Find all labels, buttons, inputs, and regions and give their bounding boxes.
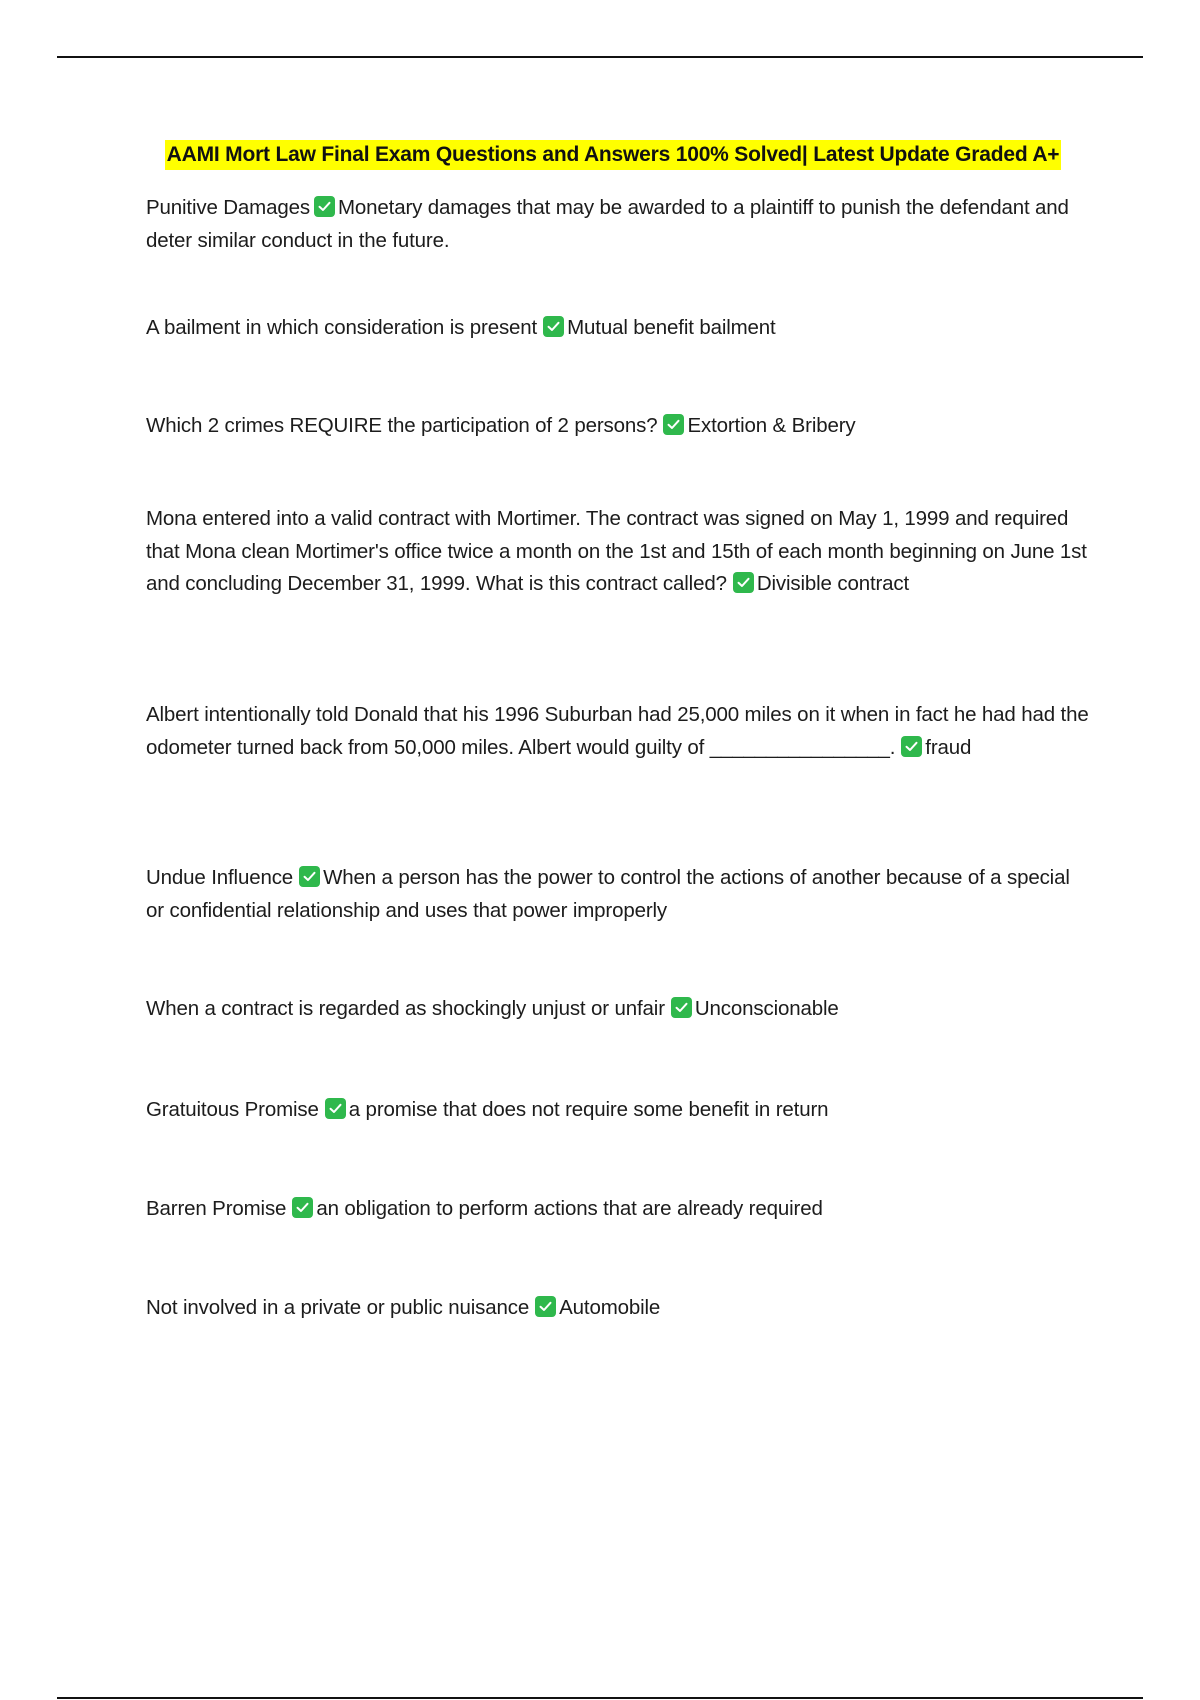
check-mark-icon xyxy=(543,316,564,337)
qa-question: Mona entered into a valid contract with Mortimer. The contract was signed on May 1, 1999 and required that Mona clean Mortimer's office twice a month on the 1st and 15th of each month beginning on June 1st and concluding December 31, 1999. What is this contract called? xyxy=(146,507,1087,595)
qa-answer: Automobile xyxy=(559,1296,661,1319)
qa-item xyxy=(146,1193,1092,1226)
qa-answer: Extortion & Bribery xyxy=(687,414,856,437)
qa-answer: Divisible contract xyxy=(756,572,910,595)
qa-item xyxy=(146,993,1092,1026)
qa-answer: When a person has the power to control the actions of another because of a special or confidential relationship and uses that power improperly xyxy=(146,866,1070,922)
qa-item xyxy=(146,1094,1092,1127)
qa-item xyxy=(146,410,1092,443)
qa-item xyxy=(146,192,1092,257)
footer-rule xyxy=(57,1697,1143,1699)
check-mark-icon xyxy=(733,572,754,593)
check-mark-icon xyxy=(314,196,335,217)
document-body xyxy=(146,140,1092,1319)
check-mark-icon xyxy=(663,414,684,435)
check-mark-icon xyxy=(292,1197,313,1218)
qa-question: Punitive Damages xyxy=(146,196,310,219)
qa-question: Albert intentionally told Donald that his 1996 Suburban had 25,000 miles on it when in fact he had had the odometer turned back from 50,000 miles. Albert would guilty of ________________. xyxy=(146,703,1089,759)
check-mark-icon xyxy=(535,1296,556,1317)
qa-item xyxy=(146,503,1092,601)
qa-answer: Mutual benefit bailment xyxy=(567,316,776,339)
check-mark-icon xyxy=(299,866,320,887)
check-mark-icon xyxy=(671,997,692,1018)
qa-item xyxy=(146,312,1092,345)
qa-answer: fraud xyxy=(925,735,972,759)
qa-question: A bailment in which consideration is present xyxy=(146,316,538,339)
qa-item xyxy=(146,862,1092,927)
qa-question: Barren Promise xyxy=(146,1197,287,1220)
qa-answer: an obligation to perform actions that are already required xyxy=(316,1197,823,1220)
qa-item xyxy=(146,699,1092,764)
header-rule xyxy=(57,56,1143,58)
qa-question: Gratuitous Promise xyxy=(146,1098,319,1121)
qa-answer: Monetary damages that may be awarded to a plaintiff to punish the defendant and deter similar conduct in the future. xyxy=(146,196,1069,252)
qa-question: Which 2 crimes REQUIRE the participation of 2 persons? xyxy=(146,414,658,437)
document-title: AAMI Mort Law Final Exam Questions and Answers 100% Solved| Latest Update Graded A+ xyxy=(165,140,1062,170)
qa-question: When a contract is regarded as shockingly unjust or unfair xyxy=(146,997,665,1020)
title-wrap xyxy=(134,140,1092,170)
qa-answer: Unconscionable xyxy=(694,997,839,1020)
qa-answer: a promise that does not require some benefit in return xyxy=(348,1098,829,1121)
check-mark-icon xyxy=(901,736,922,757)
qa-question: Not involved in a private or public nuisance xyxy=(146,1296,530,1319)
qa-question: Undue Influence xyxy=(146,866,294,889)
qa-item xyxy=(146,1292,1092,1325)
check-mark-icon xyxy=(325,1098,346,1119)
